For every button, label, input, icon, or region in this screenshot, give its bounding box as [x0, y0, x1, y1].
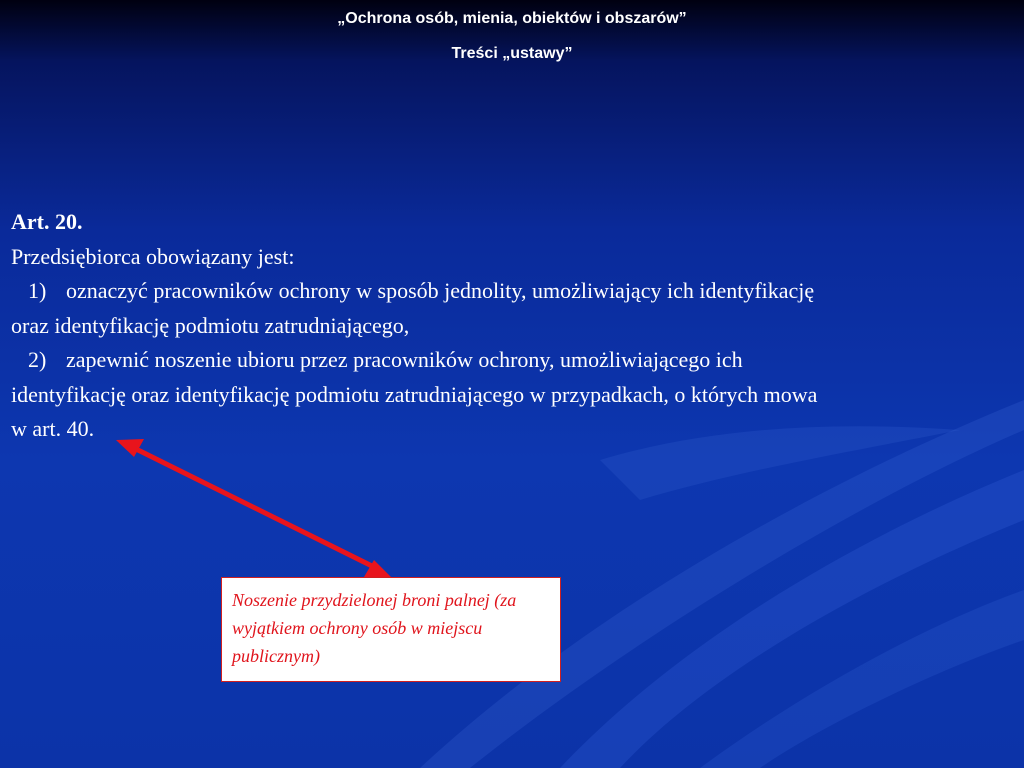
article-item-1-continuation: oraz identyfikację podmiotu zatrudniającego, — [11, 312, 410, 338]
article-item-2-tail: w art. 40. — [11, 416, 95, 441]
slide-title: „Ochrona osób, mienia, obiektów i obszarów” — [337, 10, 687, 27]
article-title: Art. 20. — [11, 209, 83, 234]
slide-subtitle: Treści „ustawy” — [451, 45, 573, 62]
item-number: 1) — [28, 278, 47, 303]
article-item-2-continuation: identyfikację oraz identyfikację podmiotu zatrudniającego w przypadkach, o których mowa — [11, 381, 818, 407]
article-item-1 — [11, 274, 1016, 309]
note-box: Noszenie przydzielonej broni palnej (za wyjątkiem ochrony osób w miejscu publicznym) — [221, 577, 561, 682]
article-intro: Przedsiębiorca obowiązany jest: — [11, 243, 295, 269]
item-text: oznaczyć pracowników ochrony w sposób jednolity, umożliwiający ich identyfikację — [66, 278, 815, 303]
article-text — [11, 205, 1016, 447]
item-text: zapewnić noszenie ubioru przez pracowników ochrony, umożliwiającego ich — [66, 347, 743, 372]
article-item-2 — [11, 343, 1016, 378]
item-number: 2) — [28, 347, 47, 372]
